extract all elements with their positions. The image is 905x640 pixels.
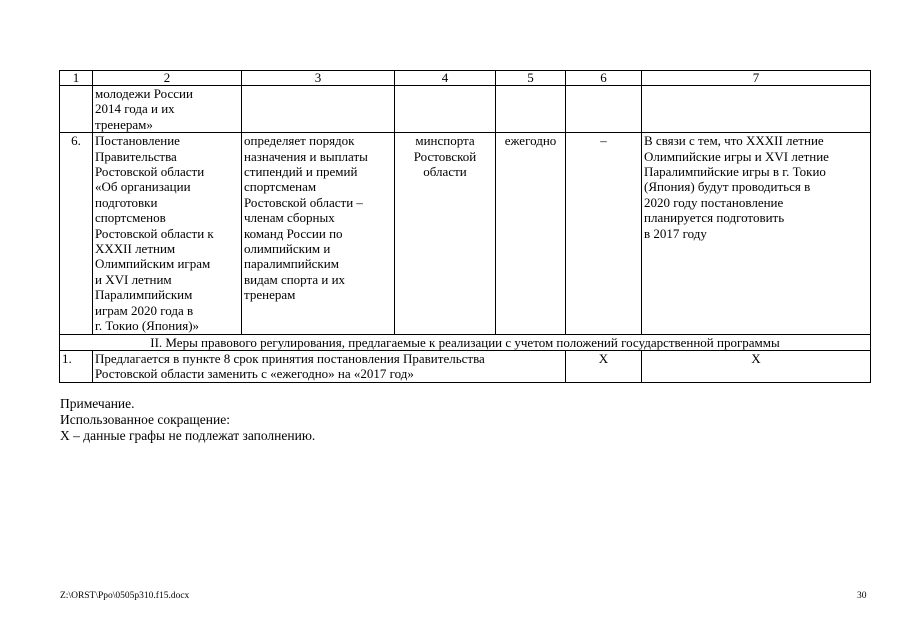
header-cell-1: 1 (60, 71, 93, 86)
row6-col6: – (566, 133, 642, 334)
continued-col7-cell (642, 86, 871, 133)
header-cell-2: 2 (93, 71, 242, 86)
table-row-continued (60, 86, 871, 133)
continued-num-cell (60, 86, 93, 133)
note-abbreviation-heading: Использованное сокращение: (60, 412, 230, 427)
header-cell-6: 6 (566, 71, 642, 86)
s2-row1-number: 1. (60, 350, 93, 382)
row6-deadline: ежегодно (496, 133, 566, 334)
footer-file-path: Z:\ORST\Ppo\0505p310.f15.docx (60, 591, 190, 601)
measures-table (59, 70, 871, 383)
s2-row1-text: Предлагается в пункте 8 срок принятия постановления Правительства Ростовской области заменить с «ежегодно» на «2017 год» (93, 350, 566, 382)
continued-document-cell: молодежи России 2014 года и их тренерам» (93, 86, 242, 133)
row6-description: определяет порядок назначения и выплаты стипендий и премий спортсменам Ростовской области – членам сборных команд России по олимпийским и паралимпийским видам спорта и их тренерам (242, 133, 395, 334)
continued-col3-cell (242, 86, 395, 133)
row6-responsible: минспорта Ростовской области (395, 133, 496, 334)
table-row-s2-1 (60, 350, 871, 382)
row6-comment: В связи с тем, что XXXII летние Олимпийские игры и XVI летние Паралимпийские игры в г. Токио (Япония) будут проводиться в 2020 году постановление планируется подготовить в 2017 году (642, 133, 871, 334)
note-abbreviation-definition: Х – данные графы не подлежат заполнению. (60, 428, 316, 443)
section2-title-row (60, 334, 871, 350)
header-cell-7: 7 (642, 71, 871, 86)
header-cell-4: 4 (395, 71, 496, 86)
footer-page-number: 30 (857, 591, 867, 601)
continued-col6-cell (566, 86, 642, 133)
header-cell-5: 5 (496, 71, 566, 86)
note-title: Примечание. (60, 396, 135, 411)
s2-row1-col6: Х (566, 350, 642, 382)
continued-col5-cell (496, 86, 566, 133)
table-header-row (60, 71, 871, 86)
row6-document-title: Постановление Правительства Ростовской области «Об организации подготовки спортсменов Ростовской области к XXXII летним Олимпийским играм и XVI летним Паралимпийским играм 2020 года в г. Токио (Япония)» (93, 133, 242, 334)
notes-block (60, 396, 315, 444)
row6-number: 6. (60, 133, 93, 334)
s2-row1-col7: Х (642, 350, 871, 382)
section2-title: II. Меры правового регулирования, предлагаемые к реализации с учетом положений государственной программы (60, 334, 871, 350)
header-cell-3: 3 (242, 71, 395, 86)
table-row-6 (60, 133, 871, 334)
continued-col4-cell (395, 86, 496, 133)
